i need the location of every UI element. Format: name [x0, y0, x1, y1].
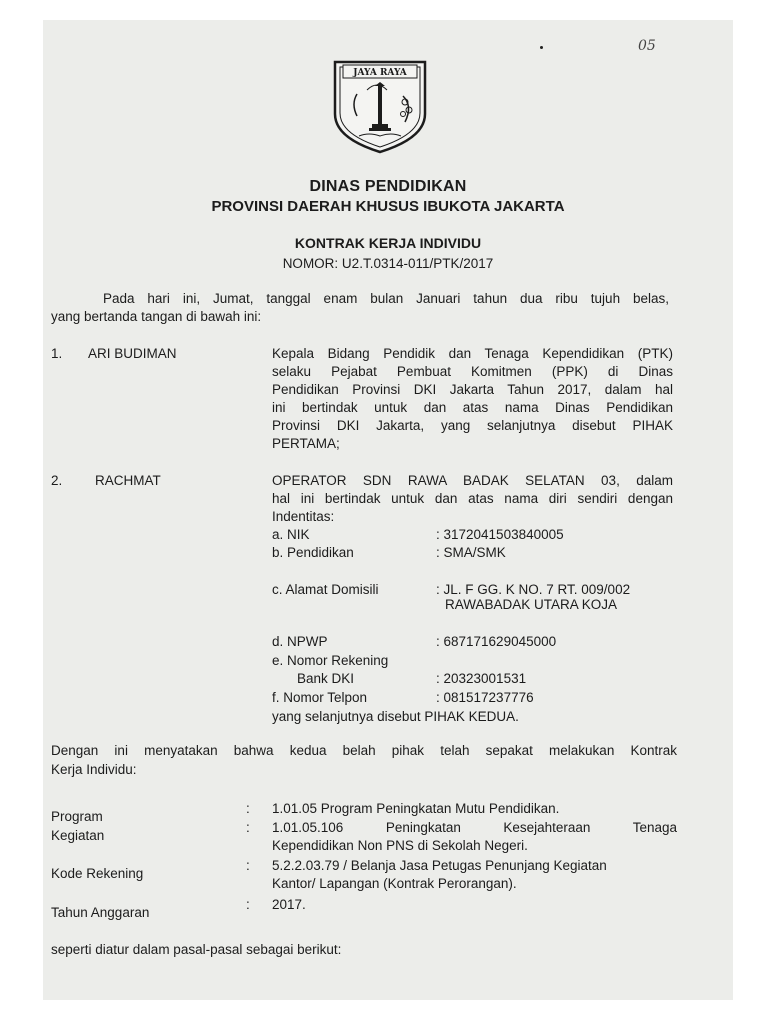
institution-title: DINAS PENDIDIKAN	[309, 178, 467, 195]
party-1-line: Pendidikan Provinsi DKI Jakarta Tahun 2017, dalam hal	[272, 382, 673, 397]
closing-text: seperti diatur dalam pasal-pasal sebagai berikut:	[51, 942, 342, 957]
party-1-name: ARI BUDIMAN	[88, 346, 177, 361]
party-1-line: selaku Pejabat Pembuat Komitmen (PPK) di Dinas	[272, 364, 673, 379]
emblem-motto: JAYA RAYA	[353, 68, 407, 78]
program-label: Program	[51, 809, 103, 824]
party-1-number: 1.	[51, 346, 63, 361]
kode-rekening-value-line-2: Kantor/ Lapangan (Kontrak Perorangan).	[272, 876, 517, 891]
party-2-line: hal ini bertindak untuk dan atas nama diri sendiri dengan	[272, 491, 673, 506]
party-2-line: Indentitas:	[272, 509, 335, 524]
party-2-name: RACHMAT	[95, 473, 161, 488]
contract-title: KONTRAK KERJA INDIVIDU	[294, 235, 482, 251]
npwp-label: d. NPWP	[272, 634, 328, 649]
kegiatan-value-line-2: Kependidikan Non PNS di Sekolah Negeri.	[272, 838, 528, 853]
handwritten-page-number: 05	[638, 38, 656, 54]
nik-label: a. NIK	[272, 527, 310, 542]
tahun-anggaran-colon: :	[246, 897, 250, 912]
telpon-value: : 081517237776	[436, 690, 534, 705]
kegiatan-label: Kegiatan	[51, 828, 105, 843]
tahun-anggaran-value: 2017.	[272, 897, 306, 912]
rekening-label: e. Nomor Rekening	[272, 653, 389, 668]
pendidikan-value: : SMA/SMK	[436, 545, 506, 560]
alamat-value-line-2: RAWABADAK UTARA KOJA	[445, 597, 618, 612]
npwp-value: : 687171629045000	[436, 634, 557, 649]
jakarta-emblem-icon	[329, 56, 431, 156]
kode-rekening-colon: :	[246, 858, 250, 873]
document-page	[43, 20, 733, 1000]
party-2-number: 2.	[51, 473, 63, 488]
party-2-line: OPERATOR SDN RAWA BADAK SELATAN 03, dalam	[272, 473, 673, 488]
party-1-line: Provinsi DKI Jakarta, yang selanjutnya disebut PIHAK	[272, 418, 673, 433]
rekening-label-line-2: Bank DKI	[297, 671, 355, 686]
party-1-line: ini bertindak untuk dan atas nama Dinas Pendidikan	[272, 400, 673, 415]
program-colon: :	[246, 801, 250, 816]
kegiatan-value: 1.01.05.106 Peningkatan Kesejahteraan Tenaga	[272, 820, 677, 835]
alamat-value: : JL. F GG. K NO. 7 RT. 009/002	[436, 582, 631, 597]
province-title: PROVINSI DAERAH KHUSUS IBUKOTA JAKARTA	[211, 198, 565, 215]
program-value: 1.01.05 Program Peningkatan Mutu Pendidikan.	[272, 801, 560, 816]
statement-line-2: Kerja Individu:	[51, 762, 137, 777]
ink-dot	[540, 46, 543, 49]
tahun-anggaran-label: Tahun Anggaran	[51, 905, 150, 920]
rekening-value: : 20323001531	[436, 671, 527, 686]
nik-value: : 3172041503840005	[436, 527, 564, 542]
contract-number: NOMOR: U2.T.0314-011/PTK/2017	[282, 256, 494, 271]
party-1-line: PERTAMA;	[272, 436, 340, 451]
telpon-label: f. Nomor Telpon	[272, 690, 368, 705]
kode-rekening-label: Kode Rekening	[51, 866, 144, 881]
pendidikan-label: b. Pendidikan	[272, 545, 354, 560]
kode-rekening-value: 5.2.2.03.79 / Belanja Jasa Petugas Penunjang Kegiatan	[272, 858, 607, 873]
statement-line-1: Dengan ini menyatakan bahwa kedua belah pihak telah sepakat melakukan Kontrak	[51, 743, 677, 758]
opening-line-2: yang bertanda tangan di bawah ini:	[51, 309, 262, 324]
party-1-line: Kepala Bidang Pendidik dan Tenaga Kependidikan (PTK)	[272, 346, 673, 361]
party-2-closing: yang selanjutnya disebut PIHAK KEDUA.	[272, 709, 519, 724]
alamat-label: c. Alamat Domisili	[272, 582, 379, 597]
opening-line-1: Pada hari ini, Jumat, tanggal enam bulan Januari tahun dua ribu tujuh belas,	[103, 291, 669, 306]
kegiatan-colon: :	[246, 820, 250, 835]
